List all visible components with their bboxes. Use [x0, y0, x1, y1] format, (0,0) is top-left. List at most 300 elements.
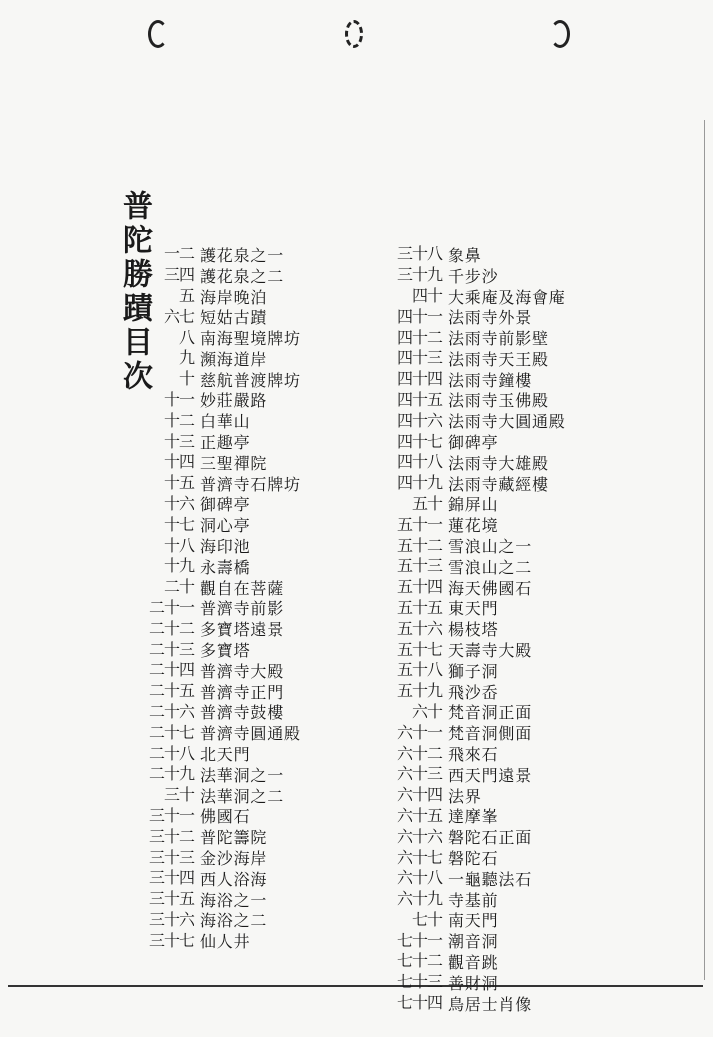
toc-entry: [116, 327, 301, 348]
page-number-char: 四: [427, 369, 444, 389]
entry-title: 海岸晚泊: [200, 287, 268, 307]
page-number-char: 十: [164, 473, 181, 493]
page-number-char: 三: [149, 909, 166, 929]
page-number-char: 五: [397, 639, 414, 659]
page-number-char: 四: [427, 785, 444, 805]
toc-entry: [376, 702, 566, 723]
entry-title: 短姑古蹟: [200, 308, 268, 328]
page-number-char: 十: [164, 805, 181, 825]
toc-entry: [376, 743, 566, 764]
page-number-char: 五: [397, 660, 414, 680]
page-number-char: 十: [164, 868, 181, 888]
toc-entry: [116, 660, 301, 681]
page-number-char: 四: [179, 868, 196, 888]
toc-entry: [376, 265, 566, 286]
entry-title: 法華洞之一: [200, 765, 285, 785]
toc-entry: [376, 514, 566, 535]
page-number-char: 八: [179, 743, 196, 763]
page-number-char: 十: [412, 306, 429, 326]
page-number: [376, 806, 442, 826]
page-number-char: 三: [427, 972, 444, 992]
page-number-char: 九: [179, 764, 196, 784]
page-number-char: 二: [179, 244, 196, 264]
toc-entry: [116, 639, 301, 660]
page-number: [376, 265, 442, 285]
page-number: [116, 744, 194, 764]
page-number-char: 二: [179, 410, 196, 430]
page-number-char: 三: [164, 785, 181, 805]
page-number-char: 三: [427, 764, 444, 784]
toc-entry: [116, 847, 301, 868]
entry-title: 護花泉之二: [200, 266, 285, 286]
entry-title: 梵音洞側面: [448, 724, 533, 744]
toc-entry: [376, 494, 566, 515]
page-number-char: 十: [164, 909, 181, 929]
page-number: [116, 660, 194, 680]
page-number-char: 八: [179, 535, 196, 555]
page-number-char: 一: [427, 722, 444, 742]
page-number-char: 六: [397, 868, 414, 888]
page-number-char: 四: [427, 577, 444, 597]
page-number: [116, 244, 194, 264]
page-number-char: 十: [179, 785, 196, 805]
page-number-char: 八: [427, 244, 444, 264]
entry-title: 飛來石: [448, 745, 499, 765]
page-number-char: 三: [397, 244, 414, 264]
toc-entry: [116, 265, 301, 286]
page-number: [376, 577, 442, 597]
page-number-char: 十: [164, 514, 181, 534]
page-number-char: 二: [149, 660, 166, 680]
page-number-char: 十: [164, 452, 181, 472]
entry-title: 磐陀石: [448, 849, 499, 869]
page-number: [116, 328, 194, 348]
entry-title: 雪浪山之一: [448, 537, 533, 557]
page-number: [116, 473, 194, 493]
page-number: [376, 536, 442, 556]
page-number-char: 九: [427, 889, 444, 909]
page-number-char: 十: [164, 618, 181, 638]
page-number-char: 十: [412, 660, 429, 680]
page-number: [116, 515, 194, 535]
page-number-char: 六: [427, 826, 444, 846]
page-number-char: 十: [412, 473, 429, 493]
entry-title: 西人浴海: [200, 869, 268, 889]
toc-entry: [116, 722, 301, 743]
page-number-char: 十: [412, 265, 429, 285]
entry-title: 海印池: [200, 537, 251, 557]
entry-title: 潮音洞: [448, 932, 499, 952]
page-number-char: 三: [149, 847, 166, 867]
page-number-char: 十: [164, 930, 181, 950]
page-number-char: 七: [397, 930, 414, 950]
page-number-char: 六: [397, 743, 414, 763]
page-number-char: 十: [164, 431, 181, 451]
entry-title: 佛國石: [200, 807, 251, 827]
page-number-char: 十: [412, 993, 429, 1013]
page-number-char: 八: [427, 452, 444, 472]
page-number: [376, 432, 442, 452]
page-number-char: 四: [397, 369, 414, 389]
page-number-char: 十: [179, 577, 196, 597]
page-number-char: 七: [397, 951, 414, 971]
page-number-char: 十: [179, 369, 196, 389]
page-number-char: 十: [427, 285, 444, 305]
entry-title: 普濟寺鼓樓: [200, 703, 285, 723]
toc-entry: [116, 452, 301, 473]
entry-title: 千步沙: [448, 266, 499, 286]
entry-title: 洞心亭: [200, 516, 251, 536]
page-number: [116, 536, 194, 556]
toc-entry: [376, 369, 566, 390]
page-number: [376, 452, 442, 472]
page-number-char: 四: [397, 473, 414, 493]
page-number-char: 五: [397, 535, 414, 555]
page-number: [376, 868, 442, 888]
page-number: [116, 640, 194, 660]
page-number-char: 八: [427, 868, 444, 888]
toc-entry: [376, 889, 566, 910]
page-number: [376, 827, 442, 847]
page-number-char: 十: [164, 410, 181, 430]
toc-entry: [116, 390, 301, 411]
page-number: [116, 411, 194, 431]
page-number-char: 六: [397, 805, 414, 825]
page-number-char: 三: [179, 847, 196, 867]
toc-entry: [376, 286, 566, 307]
page-number-char: 十: [412, 431, 429, 451]
page-number-char: 七: [179, 514, 196, 534]
toc-entry: [376, 473, 566, 494]
page-number-char: 六: [179, 909, 196, 929]
page-number-char: 九: [179, 348, 196, 368]
page-number: [376, 556, 442, 576]
page-number: [376, 660, 442, 680]
page-number-char: 三: [149, 889, 166, 909]
page-number-char: 二: [427, 743, 444, 763]
page-number-char: 十: [164, 889, 181, 909]
page-number-char: 二: [149, 618, 166, 638]
page-number-char: 九: [427, 681, 444, 701]
page-number: [376, 723, 442, 743]
page-number-char: 五: [412, 493, 429, 513]
toc-entry: [376, 306, 566, 327]
toc-title: 普陀勝蹟目次: [117, 190, 152, 394]
page-number: [116, 910, 194, 930]
toc-entry: [116, 598, 301, 619]
page-number-char: 五: [179, 473, 196, 493]
entry-title: 楊枝塔: [448, 620, 499, 640]
entry-title: 象鼻: [448, 245, 482, 265]
page-number-char: 十: [412, 348, 429, 368]
page-number-char: 十: [164, 743, 181, 763]
page-number-char: 三: [179, 639, 196, 659]
page-number: [116, 806, 194, 826]
toc-entry: [116, 618, 301, 639]
toc-entry: [116, 743, 301, 764]
page-number: [376, 681, 442, 701]
toc-left-column: [116, 244, 301, 951]
page-number-char: 七: [397, 972, 414, 992]
page-number-char: 四: [427, 993, 444, 1013]
toc-entry: [116, 369, 301, 390]
toc-entry: [376, 639, 566, 660]
binding-hole-icon: [345, 20, 363, 48]
page-number-char: 五: [179, 285, 196, 305]
entry-title: 法雨寺大雄殿: [448, 453, 549, 473]
page-number: [376, 931, 442, 951]
page-number-char: 十: [412, 389, 429, 409]
page-number: [116, 348, 194, 368]
toc-entry: [376, 806, 566, 827]
entry-title: 大乘庵及海會庵: [448, 287, 566, 307]
entry-title: 普陀籌院: [200, 828, 268, 848]
page-number: [116, 369, 194, 389]
page-number-char: 六: [179, 493, 196, 513]
page-number: [116, 265, 194, 285]
binding-hole-icon: [148, 20, 168, 48]
page-number-char: 六: [427, 410, 444, 430]
page-number: [376, 702, 442, 722]
entry-title: 普濟寺大殿: [200, 661, 285, 681]
entry-title: 鳥居士肖像: [448, 994, 533, 1014]
entry-title: 雪浪山之二: [448, 557, 533, 577]
toc-entry: [376, 993, 566, 1014]
page-number-char: 一: [179, 597, 196, 617]
page-number-char: 八: [179, 327, 196, 347]
toc-entry: [116, 889, 301, 910]
toc-entry: [376, 951, 566, 972]
page-number: [376, 889, 442, 909]
page-number-char: 七: [427, 431, 444, 451]
page-number-char: 六: [164, 306, 181, 326]
entry-title: 海浴之一: [200, 890, 268, 910]
toc-entry: [376, 390, 566, 411]
entry-title: 金沙海岸: [200, 849, 268, 869]
page-number-char: 一: [164, 244, 181, 264]
page-number-char: 十: [412, 639, 429, 659]
toc-entry: [376, 868, 566, 889]
toc-entry: [116, 910, 301, 931]
page-number-char: 六: [427, 618, 444, 638]
page-number-char: 七: [427, 639, 444, 659]
entry-title: 磐陀石正面: [448, 828, 533, 848]
page-number-char: 二: [427, 535, 444, 555]
page-number: [376, 951, 442, 971]
toc-entry: [376, 327, 566, 348]
page-number-char: 二: [164, 577, 181, 597]
toc-entry: [376, 681, 566, 702]
page-number-char: 十: [427, 493, 444, 513]
entry-title: 普濟寺正門: [200, 682, 285, 702]
toc-entry: [116, 826, 301, 847]
page-number-char: 十: [412, 514, 429, 534]
page-number: [116, 556, 194, 576]
entry-title: 一龜聽法石: [448, 869, 533, 889]
entry-title: 錦屏山: [448, 495, 499, 515]
toc-entry: [116, 556, 301, 577]
page-number-char: 十: [164, 389, 181, 409]
page-number-char: 十: [412, 369, 429, 389]
page-number-char: 八: [427, 660, 444, 680]
toc-entry: [376, 577, 566, 598]
page-number: [116, 452, 194, 472]
page-number: [116, 681, 194, 701]
page-number: [116, 619, 194, 639]
page-number: [376, 910, 442, 930]
toc-entry: [376, 785, 566, 806]
page-number-char: 四: [397, 410, 414, 430]
toc-entry: [376, 348, 566, 369]
page-number-char: 四: [412, 285, 429, 305]
entry-title: 三聖禪院: [200, 453, 268, 473]
page-number-char: 二: [427, 951, 444, 971]
page-number-char: 十: [412, 868, 429, 888]
page-number-char: 五: [179, 681, 196, 701]
page-number-char: 十: [412, 618, 429, 638]
page-number-char: 一: [427, 514, 444, 534]
toc-entry: [116, 785, 301, 806]
entry-title: 法雨寺天王殿: [448, 349, 549, 369]
entry-title: 善財洞: [448, 973, 499, 993]
page-number-char: 三: [164, 265, 181, 285]
toc-entry: [116, 348, 301, 369]
entry-title: 南海聖境牌坊: [200, 329, 301, 349]
page-number-char: 六: [397, 764, 414, 784]
entry-title: 海浴之二: [200, 911, 268, 931]
entry-title: 御碑亭: [448, 433, 499, 453]
entry-title: 白華山: [200, 412, 251, 432]
page-number-char: 七: [397, 993, 414, 1013]
toc-entry: [116, 306, 301, 327]
page-number: [116, 848, 194, 868]
page-number-char: 五: [427, 805, 444, 825]
page-number-char: 十: [164, 660, 181, 680]
page-number-char: 七: [179, 306, 196, 326]
toc-entry: [376, 618, 566, 639]
page-number-char: 一: [427, 306, 444, 326]
page-number-char: 四: [179, 660, 196, 680]
page-number-char: 五: [427, 389, 444, 409]
page-number: [376, 640, 442, 660]
page-number: [376, 390, 442, 410]
page-number-char: 十: [164, 556, 181, 576]
page-number-char: 七: [427, 847, 444, 867]
page-number: [376, 972, 442, 992]
toc-entry: [376, 826, 566, 847]
page-number-char: 六: [397, 722, 414, 742]
page-number-char: 十: [164, 847, 181, 867]
toc-entry: [116, 244, 301, 265]
entry-title: 法華洞之二: [200, 786, 285, 806]
page-number-char: 七: [412, 909, 429, 929]
page-number-char: 十: [412, 785, 429, 805]
toc-entry: [376, 452, 566, 473]
page-number-char: 十: [412, 244, 429, 264]
page-number-char: 十: [164, 493, 181, 513]
entry-title: 蓮花境: [448, 516, 499, 536]
page-number-char: 六: [397, 889, 414, 909]
entry-title: 海天佛國石: [448, 578, 533, 598]
page-number-char: 五: [397, 577, 414, 597]
toc-entry: [116, 868, 301, 889]
page-number: [116, 827, 194, 847]
page-number-char: 六: [179, 701, 196, 721]
entry-title: 寺基前: [448, 890, 499, 910]
page-number-char: 十: [412, 556, 429, 576]
page-number-char: 二: [149, 701, 166, 721]
page-number-char: 九: [179, 556, 196, 576]
page-number-char: 十: [164, 722, 181, 742]
entry-title: 梵音洞正面: [448, 703, 533, 723]
toc-entry: [116, 681, 301, 702]
page-number-char: 三: [149, 868, 166, 888]
page-number-char: 十: [412, 452, 429, 472]
entry-title: 法雨寺前影壁: [448, 329, 549, 349]
page-number: [376, 993, 442, 1013]
page-number-char: 二: [149, 743, 166, 763]
page-number-char: 三: [179, 431, 196, 451]
page-number-char: 三: [149, 930, 166, 950]
page-number: [116, 432, 194, 452]
entry-title: 妙莊嚴路: [200, 391, 268, 411]
page-number-char: 五: [397, 556, 414, 576]
toc-entry: [376, 410, 566, 431]
page-number-char: 十: [412, 930, 429, 950]
toc-entry: [376, 930, 566, 951]
toc-entry: [116, 806, 301, 827]
page-number-char: 十: [412, 597, 429, 617]
page-number-char: 十: [412, 410, 429, 430]
entry-title: 永壽橋: [200, 557, 251, 577]
page-number: [376, 848, 442, 868]
page-number-char: 三: [149, 826, 166, 846]
entry-title: 南天門: [448, 911, 499, 931]
page-number-char: 十: [412, 805, 429, 825]
page-right-edge: [704, 120, 705, 980]
page-number-char: 七: [179, 930, 196, 950]
toc-right-column: [376, 244, 566, 1013]
page-number: [376, 473, 442, 493]
entry-title: 普濟寺圓通殿: [200, 724, 301, 744]
page-number-char: 六: [412, 701, 429, 721]
page-number-char: 四: [179, 452, 196, 472]
toc-entry: [116, 410, 301, 431]
page-number-char: 二: [149, 681, 166, 701]
page-number-char: 六: [397, 847, 414, 867]
page-number: [116, 307, 194, 327]
page-number-char: 六: [397, 826, 414, 846]
entry-title: 飛沙岙: [448, 682, 499, 702]
entry-title: 護花泉之一: [200, 245, 285, 265]
page-number-char: 十: [412, 826, 429, 846]
page-number-char: 五: [397, 597, 414, 617]
page-number-char: 五: [427, 597, 444, 617]
entry-title: 法雨寺鐘樓: [448, 370, 533, 390]
page-number-char: 十: [164, 826, 181, 846]
entry-title: 法雨寺玉佛殿: [448, 391, 549, 411]
toc-entry: [116, 286, 301, 307]
page-number-char: 十: [412, 972, 429, 992]
page-number-char: 二: [179, 618, 196, 638]
page-number: [116, 390, 194, 410]
page-number-char: 四: [397, 327, 414, 347]
page-number-char: 十: [412, 681, 429, 701]
entry-title: 法界: [448, 786, 482, 806]
toc-entry: [376, 660, 566, 681]
page-number-char: 十: [427, 909, 444, 929]
toc-entry: [116, 431, 301, 452]
